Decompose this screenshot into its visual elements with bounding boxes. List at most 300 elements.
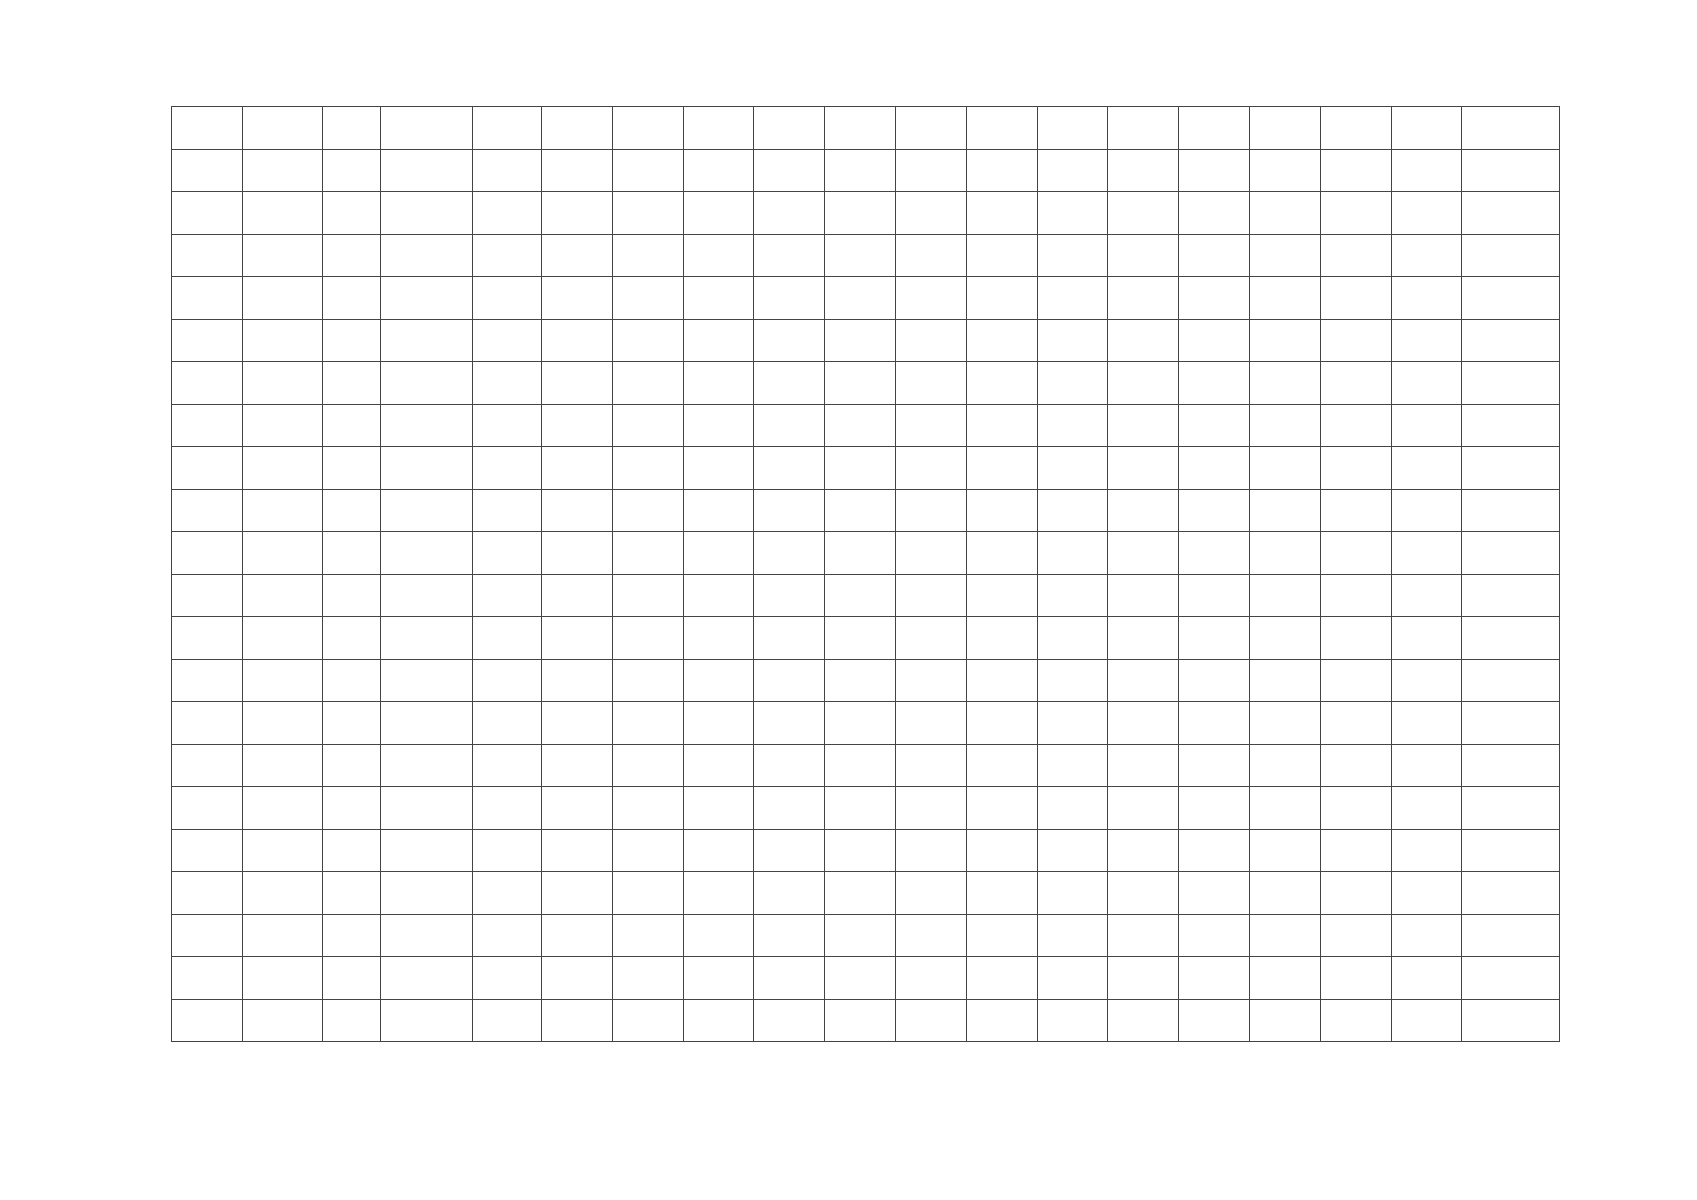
table-cell xyxy=(542,149,613,192)
table-cell xyxy=(323,532,381,575)
table-cell xyxy=(896,574,967,617)
table-cell xyxy=(1462,234,1560,277)
table-cell xyxy=(1392,234,1462,277)
table-cell xyxy=(542,872,613,915)
table-cell xyxy=(1038,404,1108,447)
table-cell xyxy=(1179,617,1250,660)
table-cell xyxy=(896,319,967,362)
table-cell xyxy=(243,787,323,830)
table-cell xyxy=(1321,617,1392,660)
table-cell xyxy=(1038,192,1108,235)
table-cell xyxy=(1462,447,1560,490)
table-cell xyxy=(1108,999,1179,1042)
table-cell xyxy=(1038,787,1108,830)
table-cell xyxy=(381,702,473,745)
table-cell xyxy=(243,234,323,277)
table-cell xyxy=(542,447,613,490)
table-cell xyxy=(613,744,684,787)
table-cell xyxy=(243,829,323,872)
table-cell xyxy=(542,574,613,617)
table-cell xyxy=(1321,149,1392,192)
table-cell xyxy=(684,829,754,872)
table-cell xyxy=(1392,617,1462,660)
table-cell xyxy=(1462,659,1560,702)
table-cell xyxy=(323,234,381,277)
table-cell xyxy=(1108,744,1179,787)
table-cell xyxy=(754,574,825,617)
table-cell xyxy=(1038,277,1108,320)
table-cell xyxy=(1038,319,1108,362)
table-cell xyxy=(1392,787,1462,830)
table-cell xyxy=(754,489,825,532)
table-cell xyxy=(967,914,1038,957)
table-cell xyxy=(542,744,613,787)
table-cell xyxy=(754,277,825,320)
table-cell xyxy=(473,489,542,532)
table-cell xyxy=(1108,107,1179,150)
table-cell xyxy=(542,787,613,830)
table-cell xyxy=(684,574,754,617)
table-cell xyxy=(323,787,381,830)
table-cell xyxy=(684,447,754,490)
table-cell xyxy=(967,107,1038,150)
table-cell xyxy=(896,149,967,192)
table-cell xyxy=(1392,447,1462,490)
table-cell xyxy=(967,192,1038,235)
table-cell xyxy=(243,659,323,702)
table-cell xyxy=(1108,702,1179,745)
table-cell xyxy=(1179,999,1250,1042)
table-cell xyxy=(613,107,684,150)
table-body xyxy=(172,107,1560,1042)
table-cell xyxy=(967,489,1038,532)
table-cell xyxy=(243,192,323,235)
table-cell xyxy=(613,999,684,1042)
table-cell xyxy=(172,787,243,830)
table-row xyxy=(172,787,1560,830)
table-cell xyxy=(1462,574,1560,617)
table-cell xyxy=(1250,659,1321,702)
table-cell xyxy=(243,149,323,192)
table-cell xyxy=(542,914,613,957)
table-cell xyxy=(172,192,243,235)
table-cell xyxy=(613,319,684,362)
table-cell xyxy=(473,362,542,405)
table-cell xyxy=(1179,234,1250,277)
table-row xyxy=(172,744,1560,787)
table-cell xyxy=(542,277,613,320)
table-cell xyxy=(684,787,754,830)
table-cell xyxy=(896,489,967,532)
table-cell xyxy=(967,617,1038,660)
table-row xyxy=(172,192,1560,235)
table-cell xyxy=(1392,107,1462,150)
table-cell xyxy=(684,149,754,192)
table-cell xyxy=(1179,914,1250,957)
table-cell xyxy=(1038,362,1108,405)
table-cell xyxy=(1179,744,1250,787)
table-cell xyxy=(754,787,825,830)
table-cell xyxy=(381,362,473,405)
table-cell xyxy=(1462,914,1560,957)
table-cell xyxy=(896,107,967,150)
table-cell xyxy=(323,277,381,320)
table-cell xyxy=(1462,192,1560,235)
table-cell xyxy=(473,999,542,1042)
table-cell xyxy=(684,362,754,405)
table-cell xyxy=(323,362,381,405)
table-cell xyxy=(754,659,825,702)
table-cell xyxy=(542,192,613,235)
table-cell xyxy=(542,829,613,872)
table-cell xyxy=(172,957,243,1000)
table-cell xyxy=(1108,659,1179,702)
table-cell xyxy=(1321,914,1392,957)
table-cell xyxy=(172,829,243,872)
table-cell xyxy=(1250,192,1321,235)
table-cell xyxy=(896,192,967,235)
table-cell xyxy=(381,999,473,1042)
table-row xyxy=(172,489,1560,532)
table-cell xyxy=(1392,702,1462,745)
table-cell xyxy=(473,149,542,192)
table-cell xyxy=(754,319,825,362)
table-cell xyxy=(1392,192,1462,235)
table-cell xyxy=(1179,404,1250,447)
table-cell xyxy=(825,319,896,362)
table-cell xyxy=(1038,447,1108,490)
table-cell xyxy=(825,192,896,235)
table-cell xyxy=(381,957,473,1000)
table-cell xyxy=(172,149,243,192)
table-cell xyxy=(684,107,754,150)
table-cell xyxy=(172,914,243,957)
table-cell xyxy=(1321,872,1392,915)
table-cell xyxy=(967,872,1038,915)
table-cell xyxy=(473,744,542,787)
table-cell xyxy=(1108,234,1179,277)
table-cell xyxy=(1250,532,1321,575)
table-row xyxy=(172,319,1560,362)
table-cell xyxy=(473,107,542,150)
table-cell xyxy=(323,447,381,490)
table-row xyxy=(172,617,1560,660)
table-cell xyxy=(1038,107,1108,150)
table-row xyxy=(172,872,1560,915)
table-cell xyxy=(243,617,323,660)
table-cell xyxy=(1108,574,1179,617)
table-cell xyxy=(684,914,754,957)
table-cell xyxy=(1038,829,1108,872)
table-cell xyxy=(967,659,1038,702)
table-cell xyxy=(1179,532,1250,575)
table-cell xyxy=(613,404,684,447)
table-cell xyxy=(381,192,473,235)
table-cell xyxy=(1462,277,1560,320)
table-cell xyxy=(1462,872,1560,915)
table-cell xyxy=(172,107,243,150)
table-cell xyxy=(243,277,323,320)
table-cell xyxy=(381,914,473,957)
table-cell xyxy=(172,617,243,660)
table-cell xyxy=(381,574,473,617)
table-cell xyxy=(473,872,542,915)
table-cell xyxy=(473,787,542,830)
table-cell xyxy=(896,532,967,575)
table-cell xyxy=(381,107,473,150)
table-cell xyxy=(1392,872,1462,915)
table-cell xyxy=(613,532,684,575)
table-cell xyxy=(1179,659,1250,702)
table-cell xyxy=(1179,829,1250,872)
table-cell xyxy=(684,532,754,575)
table-cell xyxy=(473,829,542,872)
table-cell xyxy=(1321,107,1392,150)
table-cell xyxy=(381,829,473,872)
table-cell xyxy=(323,617,381,660)
table-cell xyxy=(323,744,381,787)
table-cell xyxy=(381,744,473,787)
table-cell xyxy=(1321,744,1392,787)
table-cell xyxy=(1321,192,1392,235)
table-cell xyxy=(1392,319,1462,362)
table-cell xyxy=(172,489,243,532)
table-cell xyxy=(754,234,825,277)
table-cell xyxy=(1462,319,1560,362)
table-cell xyxy=(243,957,323,1000)
table-cell xyxy=(613,447,684,490)
table-cell xyxy=(967,532,1038,575)
table-cell xyxy=(1321,659,1392,702)
table-cell xyxy=(1321,447,1392,490)
table-cell xyxy=(825,532,896,575)
table-cell xyxy=(243,319,323,362)
table-cell xyxy=(381,617,473,660)
table-cell xyxy=(896,702,967,745)
table-cell xyxy=(613,277,684,320)
table-cell xyxy=(243,999,323,1042)
table-cell xyxy=(613,957,684,1000)
table-cell xyxy=(172,362,243,405)
table-cell xyxy=(473,957,542,1000)
table-cell xyxy=(1250,489,1321,532)
table-cell xyxy=(1038,872,1108,915)
table-cell xyxy=(967,234,1038,277)
table-cell xyxy=(473,702,542,745)
table-cell xyxy=(1038,532,1108,575)
table-cell xyxy=(684,702,754,745)
table-cell xyxy=(1250,914,1321,957)
table-cell xyxy=(967,744,1038,787)
table-cell xyxy=(542,319,613,362)
table-cell xyxy=(1392,149,1462,192)
table-cell xyxy=(1179,362,1250,405)
table-cell xyxy=(1321,489,1392,532)
table-cell xyxy=(172,702,243,745)
table-cell xyxy=(1462,404,1560,447)
table-cell xyxy=(684,192,754,235)
table-cell xyxy=(1321,319,1392,362)
table-cell xyxy=(1250,787,1321,830)
table-cell xyxy=(323,659,381,702)
table-cell xyxy=(172,659,243,702)
table-cell xyxy=(1179,149,1250,192)
table-cell xyxy=(473,574,542,617)
table-cell xyxy=(896,914,967,957)
table-cell xyxy=(1321,574,1392,617)
table-cell xyxy=(967,362,1038,405)
table-cell xyxy=(1250,362,1321,405)
table-row xyxy=(172,149,1560,192)
table-cell xyxy=(1392,957,1462,1000)
table-cell xyxy=(684,404,754,447)
table-cell xyxy=(323,957,381,1000)
table-cell xyxy=(1250,574,1321,617)
table-cell xyxy=(967,574,1038,617)
table-cell xyxy=(613,659,684,702)
table-cell xyxy=(1108,914,1179,957)
table-cell xyxy=(825,659,896,702)
table-cell xyxy=(754,957,825,1000)
table-row xyxy=(172,107,1560,150)
table-cell xyxy=(684,319,754,362)
table-row xyxy=(172,702,1560,745)
table-cell xyxy=(473,192,542,235)
table-cell xyxy=(1250,702,1321,745)
table-cell xyxy=(1462,362,1560,405)
table-cell xyxy=(1038,574,1108,617)
table-cell xyxy=(1179,489,1250,532)
table-cell xyxy=(754,617,825,660)
table-cell xyxy=(825,107,896,150)
table-cell xyxy=(1250,234,1321,277)
table-cell xyxy=(613,362,684,405)
table-cell xyxy=(1392,829,1462,872)
table-cell xyxy=(381,404,473,447)
table-cell xyxy=(1392,277,1462,320)
table-row xyxy=(172,404,1560,447)
table-cell xyxy=(754,999,825,1042)
table-cell xyxy=(896,617,967,660)
table-cell xyxy=(1250,829,1321,872)
table-cell xyxy=(1038,489,1108,532)
table-cell xyxy=(381,787,473,830)
table-cell xyxy=(684,489,754,532)
table-cell xyxy=(243,404,323,447)
table-cell xyxy=(613,872,684,915)
table-cell xyxy=(1462,702,1560,745)
table-cell xyxy=(243,702,323,745)
table-cell xyxy=(754,872,825,915)
table-cell xyxy=(754,914,825,957)
table-cell xyxy=(381,277,473,320)
table-cell xyxy=(825,702,896,745)
table-cell xyxy=(323,829,381,872)
table-cell xyxy=(542,234,613,277)
table-cell xyxy=(1250,107,1321,150)
table-cell xyxy=(896,362,967,405)
table-cell xyxy=(243,574,323,617)
table-cell xyxy=(1321,957,1392,1000)
table-cell xyxy=(473,532,542,575)
table-cell xyxy=(825,617,896,660)
table-cell xyxy=(1108,872,1179,915)
table-cell xyxy=(243,914,323,957)
table-cell xyxy=(613,489,684,532)
table-cell xyxy=(896,744,967,787)
table-cell xyxy=(473,914,542,957)
table-row xyxy=(172,362,1560,405)
table-cell xyxy=(1250,957,1321,1000)
table-cell xyxy=(172,447,243,490)
table-cell xyxy=(172,532,243,575)
table-cell xyxy=(243,872,323,915)
table-cell xyxy=(323,999,381,1042)
table-cell xyxy=(825,829,896,872)
table-cell xyxy=(1179,192,1250,235)
table-cell xyxy=(1108,829,1179,872)
table-cell xyxy=(1108,192,1179,235)
table-cell xyxy=(1321,532,1392,575)
table-cell xyxy=(243,362,323,405)
table-cell xyxy=(613,192,684,235)
table-cell xyxy=(754,192,825,235)
table-cell xyxy=(754,404,825,447)
table-cell xyxy=(1108,149,1179,192)
table-cell xyxy=(1250,149,1321,192)
table-cell xyxy=(1038,234,1108,277)
table-cell xyxy=(825,404,896,447)
table-cell xyxy=(1321,787,1392,830)
table-cell xyxy=(542,362,613,405)
table-cell xyxy=(1108,787,1179,830)
table-cell xyxy=(542,404,613,447)
table-row xyxy=(172,914,1560,957)
table-cell xyxy=(323,914,381,957)
table-cell xyxy=(381,872,473,915)
table-cell xyxy=(825,744,896,787)
table-cell xyxy=(473,447,542,490)
table-cell xyxy=(684,277,754,320)
table-cell xyxy=(896,234,967,277)
table-cell xyxy=(542,659,613,702)
table-cell xyxy=(825,277,896,320)
table-cell xyxy=(1250,277,1321,320)
table-row xyxy=(172,447,1560,490)
table-cell xyxy=(825,362,896,405)
table-cell xyxy=(323,574,381,617)
table-cell xyxy=(967,957,1038,1000)
table-cell xyxy=(1179,447,1250,490)
table-cell xyxy=(172,999,243,1042)
table-cell xyxy=(1462,999,1560,1042)
table-cell xyxy=(825,574,896,617)
table-cell xyxy=(896,447,967,490)
table-cell xyxy=(1179,319,1250,362)
table-cell xyxy=(542,489,613,532)
table-cell xyxy=(613,234,684,277)
table-cell xyxy=(542,999,613,1042)
table-cell xyxy=(381,149,473,192)
data-table xyxy=(171,106,1560,1042)
table-cell xyxy=(1462,787,1560,830)
table-cell xyxy=(1179,702,1250,745)
table-cell xyxy=(1108,277,1179,320)
table-cell xyxy=(1250,404,1321,447)
table-cell xyxy=(684,659,754,702)
table-cell xyxy=(1038,914,1108,957)
table-cell xyxy=(825,489,896,532)
